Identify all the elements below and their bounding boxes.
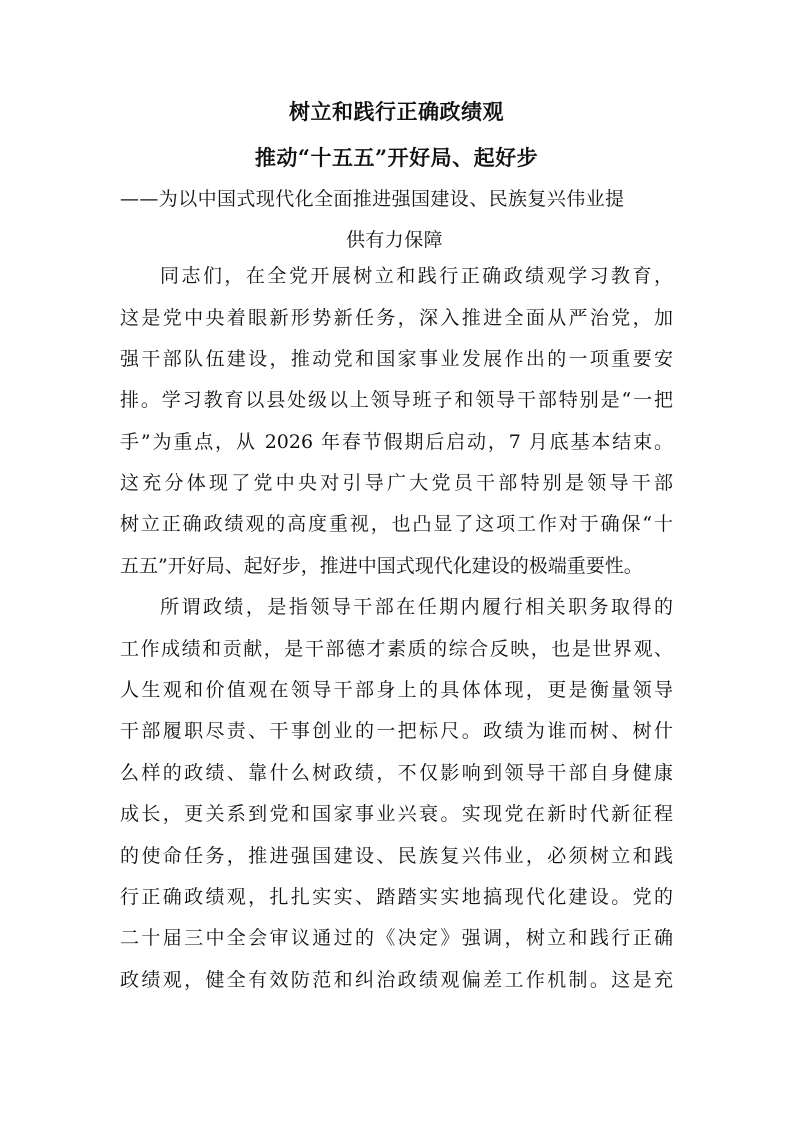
paragraph-line: 政绩观，健全有效防范和纠治政绩观偏差工作机制。这是充	[120, 969, 673, 991]
paragraph-line: 这充分体现了党中央对引导广大党员干部特别是领导干部	[120, 472, 673, 494]
paragraph-line: 同志们，在全党开展树立和践行正确政绩观学习教育，	[160, 265, 673, 287]
paragraph-line: 二十届三中全会审议通过的《决定》强调，树立和践行正确	[120, 927, 673, 949]
document-title-second-line: 推动“十五五”开好局、起好步	[254, 145, 539, 170]
paragraph-line: 么样的政绩、靠什么树政绩，不仅影响到领导干部自身健康	[120, 762, 673, 784]
paragraph-line: 的使命任务，推进强国建设、民族复兴伟业，必须树立和践	[120, 845, 673, 867]
paragraph-line: 成长，更关系到党和国家事业兴衰。实现党在新时代新征程	[120, 803, 673, 825]
paragraph-line: 手”为重点，从 2026 年春节假期后启动，7 月底基本结束。	[120, 431, 673, 453]
paragraph-line: 工作成绩和贡献，是干部德才素质的综合反映，也是世界观、	[120, 638, 673, 660]
document-subtitle-continued: 供有力保障	[346, 229, 444, 251]
document-subtitle: ——为以中国式现代化全面推进强国建设、民族复兴伟业提	[120, 188, 625, 210]
paragraph-line: 这是党中央着眼新形势新任务，深入推进全面从严治党，加	[120, 307, 673, 329]
paragraph-line: 所谓政绩，是指领导干部在任期内履行相关职务取得的	[160, 596, 673, 618]
paragraph-line: 干部履职尽责、干事创业的一把标尺。政绩为谁而树、树什	[120, 720, 673, 742]
paragraph-line: 树立正确政绩观的高度重视，也凸显了这项工作对于确保“十	[120, 513, 673, 535]
paragraph-line: 五五”开好局、起好步，推进中国式现代化建设的极端重要性。	[120, 555, 643, 577]
paragraph-line: 强干部队伍建设，推动党和国家事业发展作出的一项重要安	[120, 348, 673, 370]
paragraph-line: 人生观和价值观在领导干部身上的具体体现，更是衡量领导	[120, 679, 673, 701]
document-title: 树立和践行正确政绩观	[289, 99, 504, 124]
paragraph-line: 行正确政绩观，扎扎实实、踏踏实实地搞现代化建设。党的	[120, 886, 673, 908]
paragraph-line: 排。学习教育以县处级以上领导班子和领导干部特别是“一把	[120, 389, 673, 411]
